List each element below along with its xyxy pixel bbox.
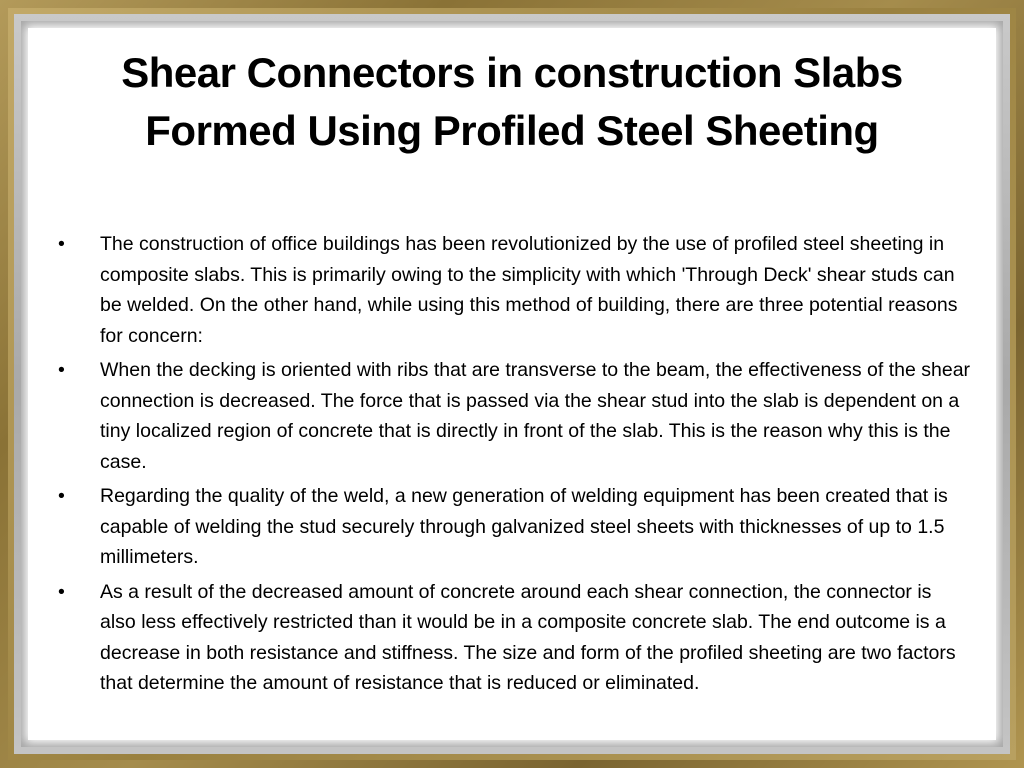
bullet-dot-icon: • — [58, 359, 65, 381]
bullet-item — [58, 355, 972, 477]
bullet-text: The construction of office buildings has been revolutionized by the use of profiled steel sheeting in composite slabs. This is primarily owing to the simplicity with which 'Through Deck' shear studs can be welded. On the other hand, while using this method of building, there are three potential reasons for concern: — [100, 233, 958, 347]
bullet-item — [58, 577, 972, 699]
slide-content — [28, 28, 996, 740]
slide-title-line-1: Shear Connectors in construction Slabs — [121, 49, 903, 96]
bullet-text: As a result of the decreased amount of concrete around each shear connection, the connector is also less effectively restricted than it would be in a composite concrete slab. The end outcome is a decrease in both resistance and stiffness. The size and form of the profiled sheeting are two factors that determine the amount of resistance that is reduced or eliminated. — [100, 580, 956, 694]
bullet-list — [58, 229, 972, 703]
bullet-item — [58, 229, 972, 351]
slide-title-line-2: Formed Using Profiled Steel Sheeting — [145, 107, 879, 154]
bullet-dot-icon: • — [58, 233, 65, 255]
slide-title — [28, 44, 996, 160]
bullet-text: When the decking is oriented with ribs that are transverse to the beam, the effectiveness of the shear connection is decreased. The force that is passed via the shear stud into the slab is dependent on a tiny localized region of concrete that is directly in front of the slab. This is the reason why this is the case. — [100, 359, 971, 473]
bullet-item — [58, 481, 972, 573]
bullet-dot-icon: • — [58, 485, 65, 507]
bullet-dot-icon: • — [58, 580, 65, 603]
bullet-text: Regarding the quality of the weld, a new generation of welding equipment has been created that is capable of welding the stud securely through galvanized steel sheets with thicknesses of up to 1.5 millimeters. — [100, 485, 948, 568]
